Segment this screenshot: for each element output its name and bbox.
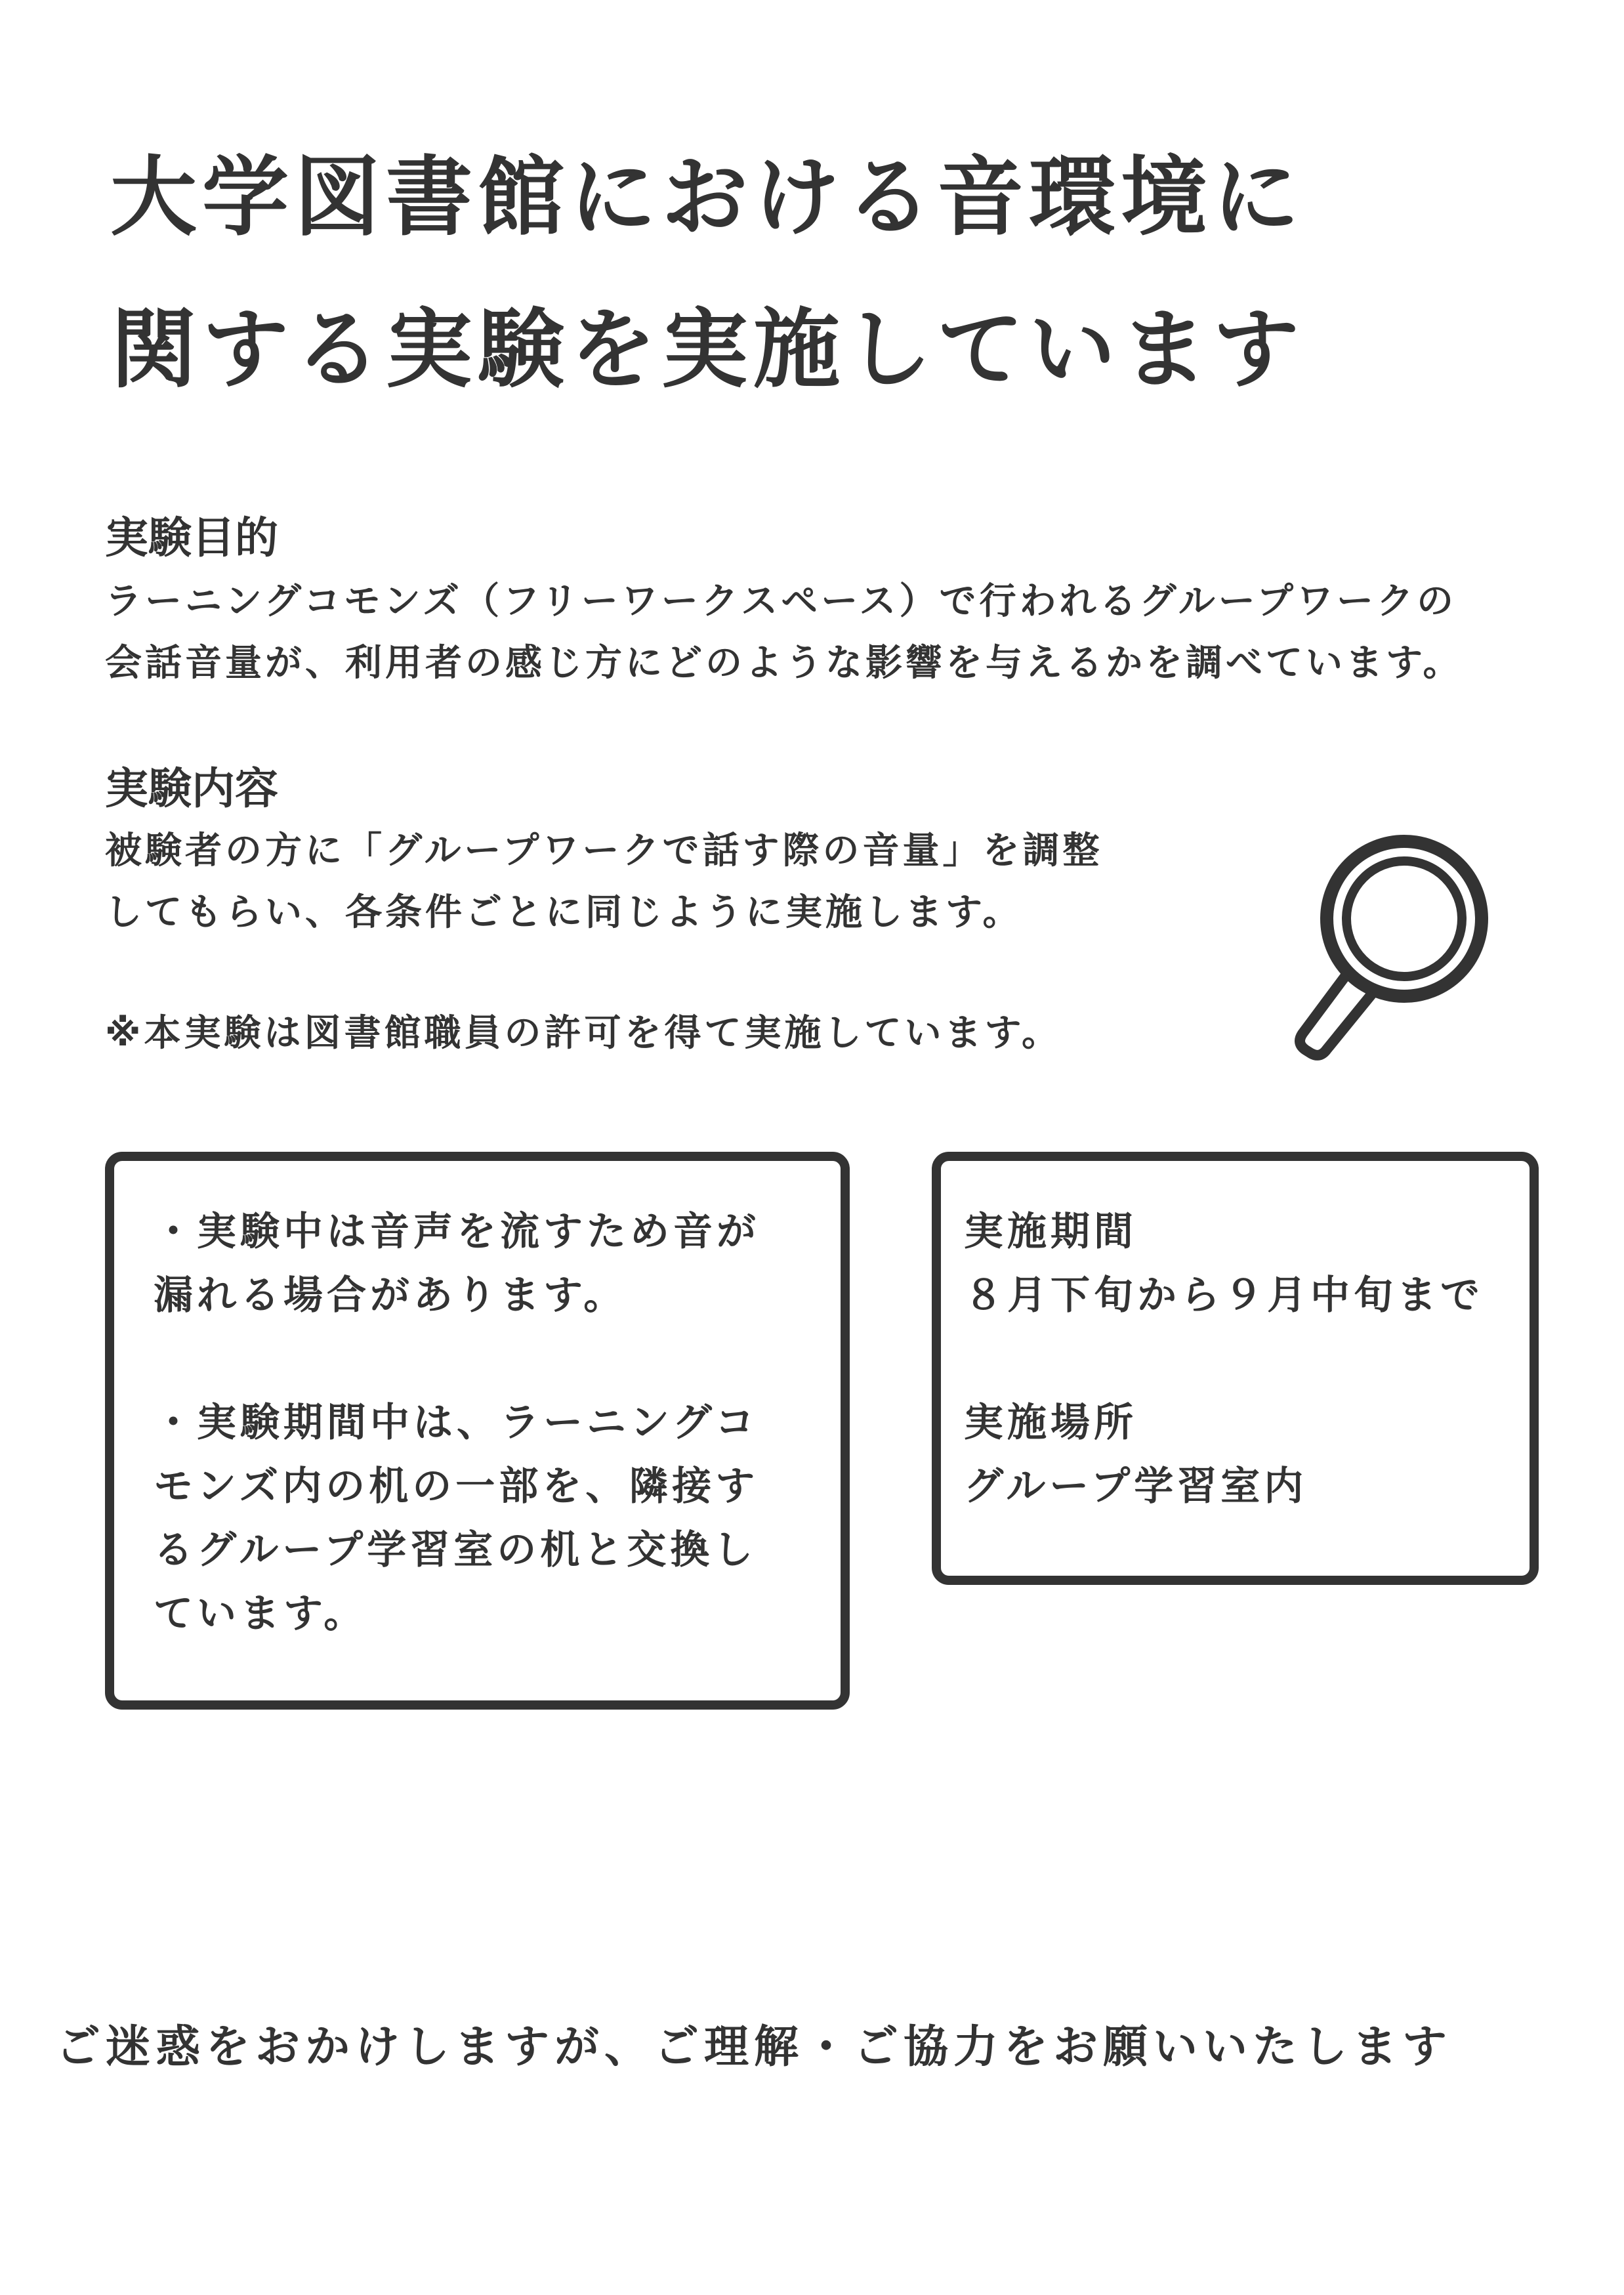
notice-item-1-line-2: 漏れる場合があります。: [154, 1273, 627, 1318]
content-line-1: 被験者の方に「グループワークで話す際の音量」を調整: [105, 830, 1103, 872]
purpose-line-2: 会話音量が、利用者の感じ方にどのような影響を与えるかを調べています。: [105, 642, 1463, 684]
period-label: 実施期間: [964, 1209, 1137, 1255]
notice-item-2-line-3: るグループ学習室の机と交換し: [154, 1527, 757, 1573]
content-line-2: してもらい、各条件ごとに同じように実施します。: [105, 891, 1023, 934]
purpose-heading: 実験目的: [105, 513, 278, 563]
notice-item-1-line-1: ・実験中は音声を流すため音が: [154, 1209, 760, 1255]
notice-text: [154, 1200, 760, 1646]
permission-note: ※本実験は図書館職員の許可を得て実施しています。: [105, 1012, 1062, 1055]
content-text: [105, 820, 1103, 944]
place-label: 実施場所: [964, 1400, 1137, 1446]
notice-item-2-line-1: ・実験期間中は、ラーニングコ: [154, 1400, 759, 1446]
notice-box: [105, 1152, 850, 1710]
magnifying-glass-icon: [1266, 824, 1503, 1073]
place-value: グループ学習室内: [964, 1463, 1308, 1509]
period-value: ８月下旬から９月中旬まで: [964, 1273, 1484, 1318]
purpose-text: [105, 571, 1463, 694]
notice-item-2-line-2: モンズ内の机の一部を、隣接す: [154, 1463, 759, 1509]
notice-item-2-line-4: ています。: [154, 1591, 367, 1637]
info-text: [964, 1200, 1484, 1519]
page-title: [110, 121, 1541, 426]
title-line-1: 大学図書館における音環境に: [110, 147, 1304, 248]
info-box: [932, 1152, 1539, 1585]
footer-message: ご迷惑をおかけしますが、ご理解・ご協力をお願いいたします: [56, 2021, 1453, 2073]
title-line-2: 関する実験を実施しています: [110, 299, 1304, 400]
purpose-line-1: ラーニングコモンズ（フリーワークスペース）で行われるグループワークの: [105, 580, 1457, 623]
content-heading: 実験内容: [105, 763, 278, 814]
